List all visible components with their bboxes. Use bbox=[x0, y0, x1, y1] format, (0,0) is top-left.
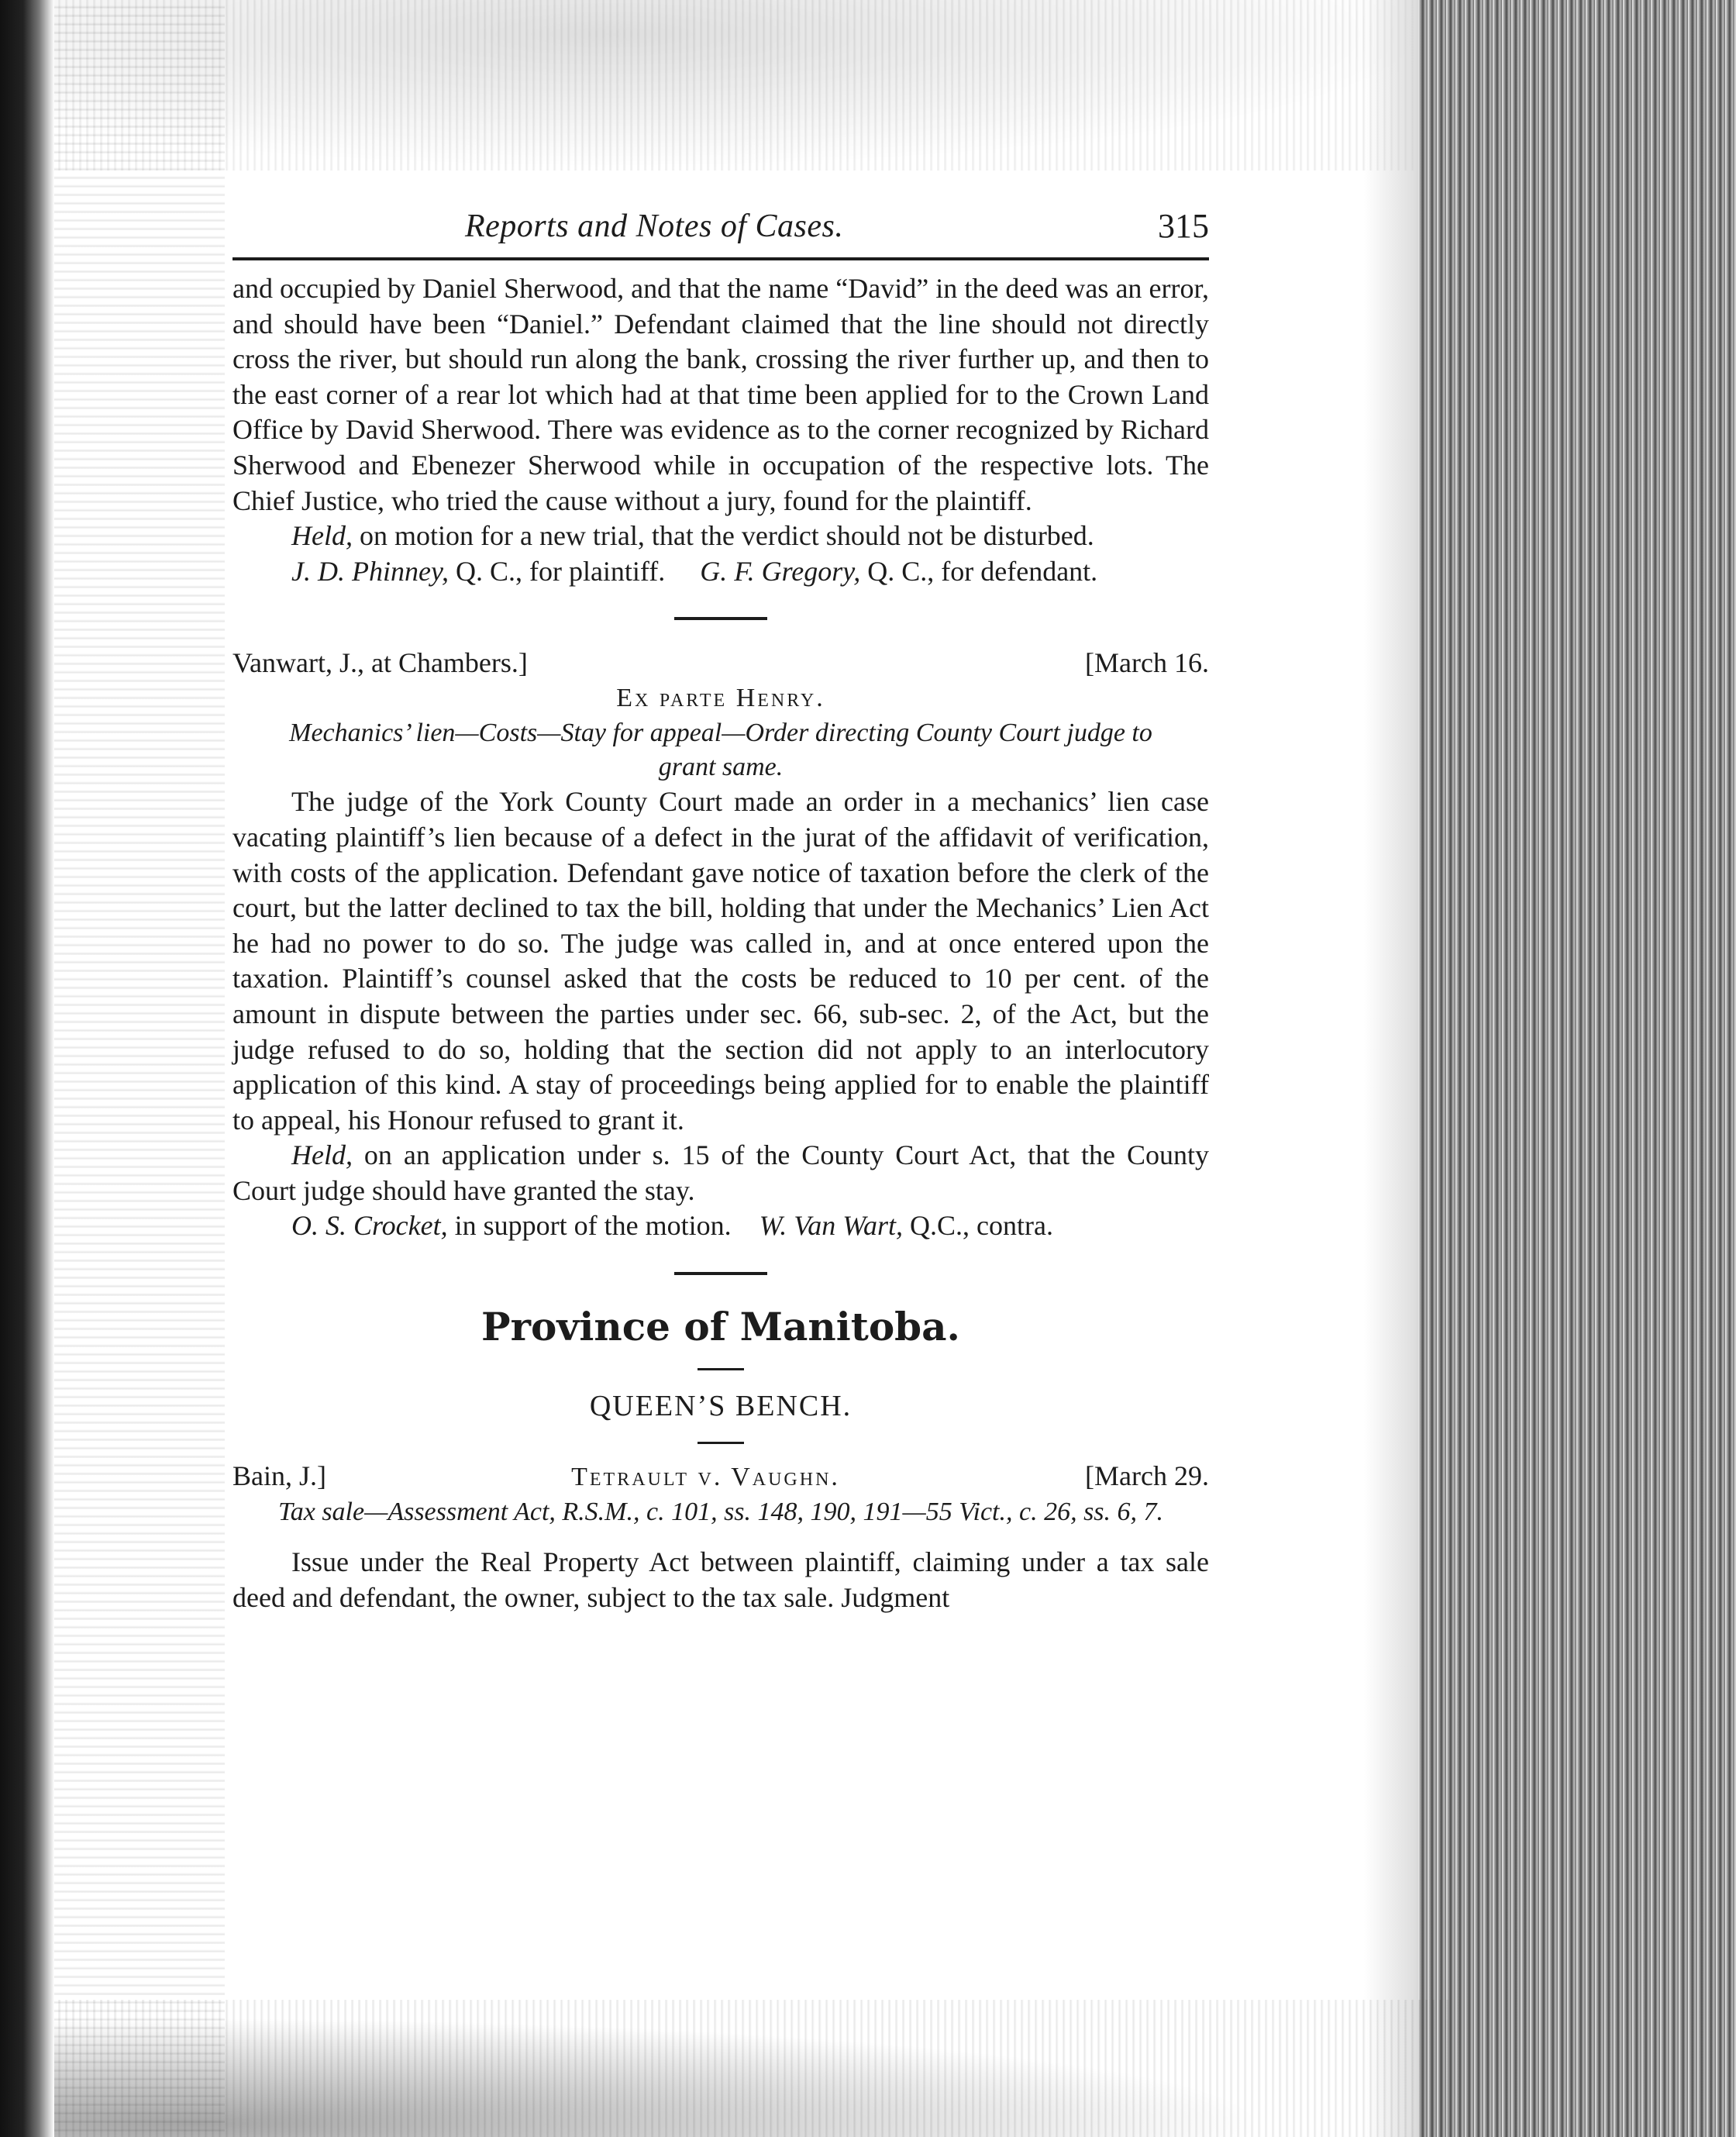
case2-date: [March 16. bbox=[1085, 647, 1209, 679]
case3-court-line bbox=[232, 1458, 1209, 1495]
running-head-title: Reports and Notes of Cases. bbox=[465, 209, 844, 244]
case2-court-line bbox=[232, 645, 1209, 681]
counsel-plaintiff-role: Q. C., for plaintiff. bbox=[448, 555, 666, 587]
case3-title: Tetrault v. Vaughn. bbox=[571, 1463, 840, 1492]
case-ex-parte-henry bbox=[232, 645, 1209, 1244]
scan-bottom-noise bbox=[54, 2000, 1449, 2137]
case3-date: [March 29. bbox=[1085, 1460, 1209, 1492]
case1-paragraph: and occupied by Daniel Sherwood, and that the name “David” in the deed was an error, and should have been “Daniel.” Defendant claimed that the line should not directly cross the river, but should run along the bank, crossing the river further up, and then to the east corner of a rear lot which had at that time been applied for to the Crown Land Office by David Sherwood. There was evidence as to the corner recognized by Richard Sherwood and Ebenezer Sherwood while in occupation of the respective lots. The Chief Justice, who tried the cause without a jury, found for the plaintiff. bbox=[232, 273, 1209, 516]
section-divider bbox=[674, 1272, 767, 1275]
counsel-defendant-name: G. F. Gregory, bbox=[700, 555, 861, 587]
held-label: Held, bbox=[291, 520, 353, 552]
case2-headnote: Mechanics’ lien—Costs—Stay for appeal—Order directing County Court judge to grant same. bbox=[289, 719, 1152, 782]
case2-title: Ex parte Henry. bbox=[616, 684, 825, 713]
case3-judge: Bain, J.] bbox=[232, 1460, 326, 1492]
case-tetrault-v-vaughn bbox=[232, 1458, 1209, 1615]
scan-left-noise bbox=[54, 0, 225, 2137]
case2-judge: Vanwart, J., at Chambers.] bbox=[232, 647, 528, 679]
case1-counsel bbox=[232, 554, 1209, 590]
counsel-plaintiff-name: J. D. Phinney, bbox=[291, 555, 449, 587]
held-label: Held, bbox=[291, 1139, 353, 1171]
scan-top-noise bbox=[54, 0, 1449, 171]
counsel1-role: in support of the motion. bbox=[447, 1210, 732, 1242]
counsel1-name: O. S. Crocket, bbox=[291, 1210, 448, 1242]
case1-held bbox=[232, 519, 1209, 554]
section-divider bbox=[674, 617, 767, 620]
court-heading: QUEEN’S BENCH. bbox=[589, 1390, 852, 1423]
case2-paragraph: The judge of the York County Court made an order in a mechanics’ lien case vacating plaintiff’s lien because of a defect in the jurat of the affidavit of verification, with costs of the application. Defendant gave notice of taxation before the clerk of the court, but the latter declined to tax the bill, holding that under the Mechanics’ Lien Act he had no power to do so. The judge was called in, and at once entered upon the taxation. Plaintiff’s counsel asked that the costs be reduced to 10 per cent. of the amount in dispute between the parties under sec. 66, sub-sec. 2, of the Act, but the judge refused to do so, holding that the section did not apply to an interlocutory application of this kind. A stay of proceedings being applied for to enable the plaintiff to appeal, his Honour refused to grant it. bbox=[232, 786, 1209, 1136]
case2-counsel bbox=[232, 1208, 1209, 1244]
held-text: on an application under s. 15 of the County Court Act, that the County Court judge should have granted the stay. bbox=[232, 1139, 1209, 1206]
case2-held bbox=[232, 1138, 1209, 1208]
page bbox=[232, 202, 1209, 1615]
held-text: on motion for a new trial, that the verdict should not be disturbed. bbox=[352, 520, 1094, 552]
province-heading: Province of Manitoba. bbox=[481, 1304, 960, 1350]
case3-paragraph: Issue under the Real Property Act between plaintiff, claiming under a tax sale deed and defendant, the owner, subject to the tax sale. Judgment bbox=[232, 1546, 1209, 1613]
running-head bbox=[232, 202, 1209, 260]
counsel2-name: W. Van Wart, bbox=[759, 1210, 903, 1242]
scan-left-edge bbox=[0, 0, 54, 2137]
counsel-defendant-role: Q. C., for defendant. bbox=[860, 555, 1098, 587]
small-divider bbox=[698, 1442, 744, 1444]
case3-headnote: Tax sale—Assessment Act, R.S.M., c. 101, ss. 148, 190, 191—55 Vict., c. 26, ss. 6, 7. bbox=[277, 1498, 1164, 1527]
scan-right-edge bbox=[1418, 0, 1736, 2137]
counsel2-role: Q.C., contra. bbox=[903, 1210, 1053, 1242]
small-divider bbox=[698, 1368, 744, 1370]
page-number: 315 bbox=[1158, 207, 1209, 245]
case-sherwood bbox=[232, 271, 1209, 589]
